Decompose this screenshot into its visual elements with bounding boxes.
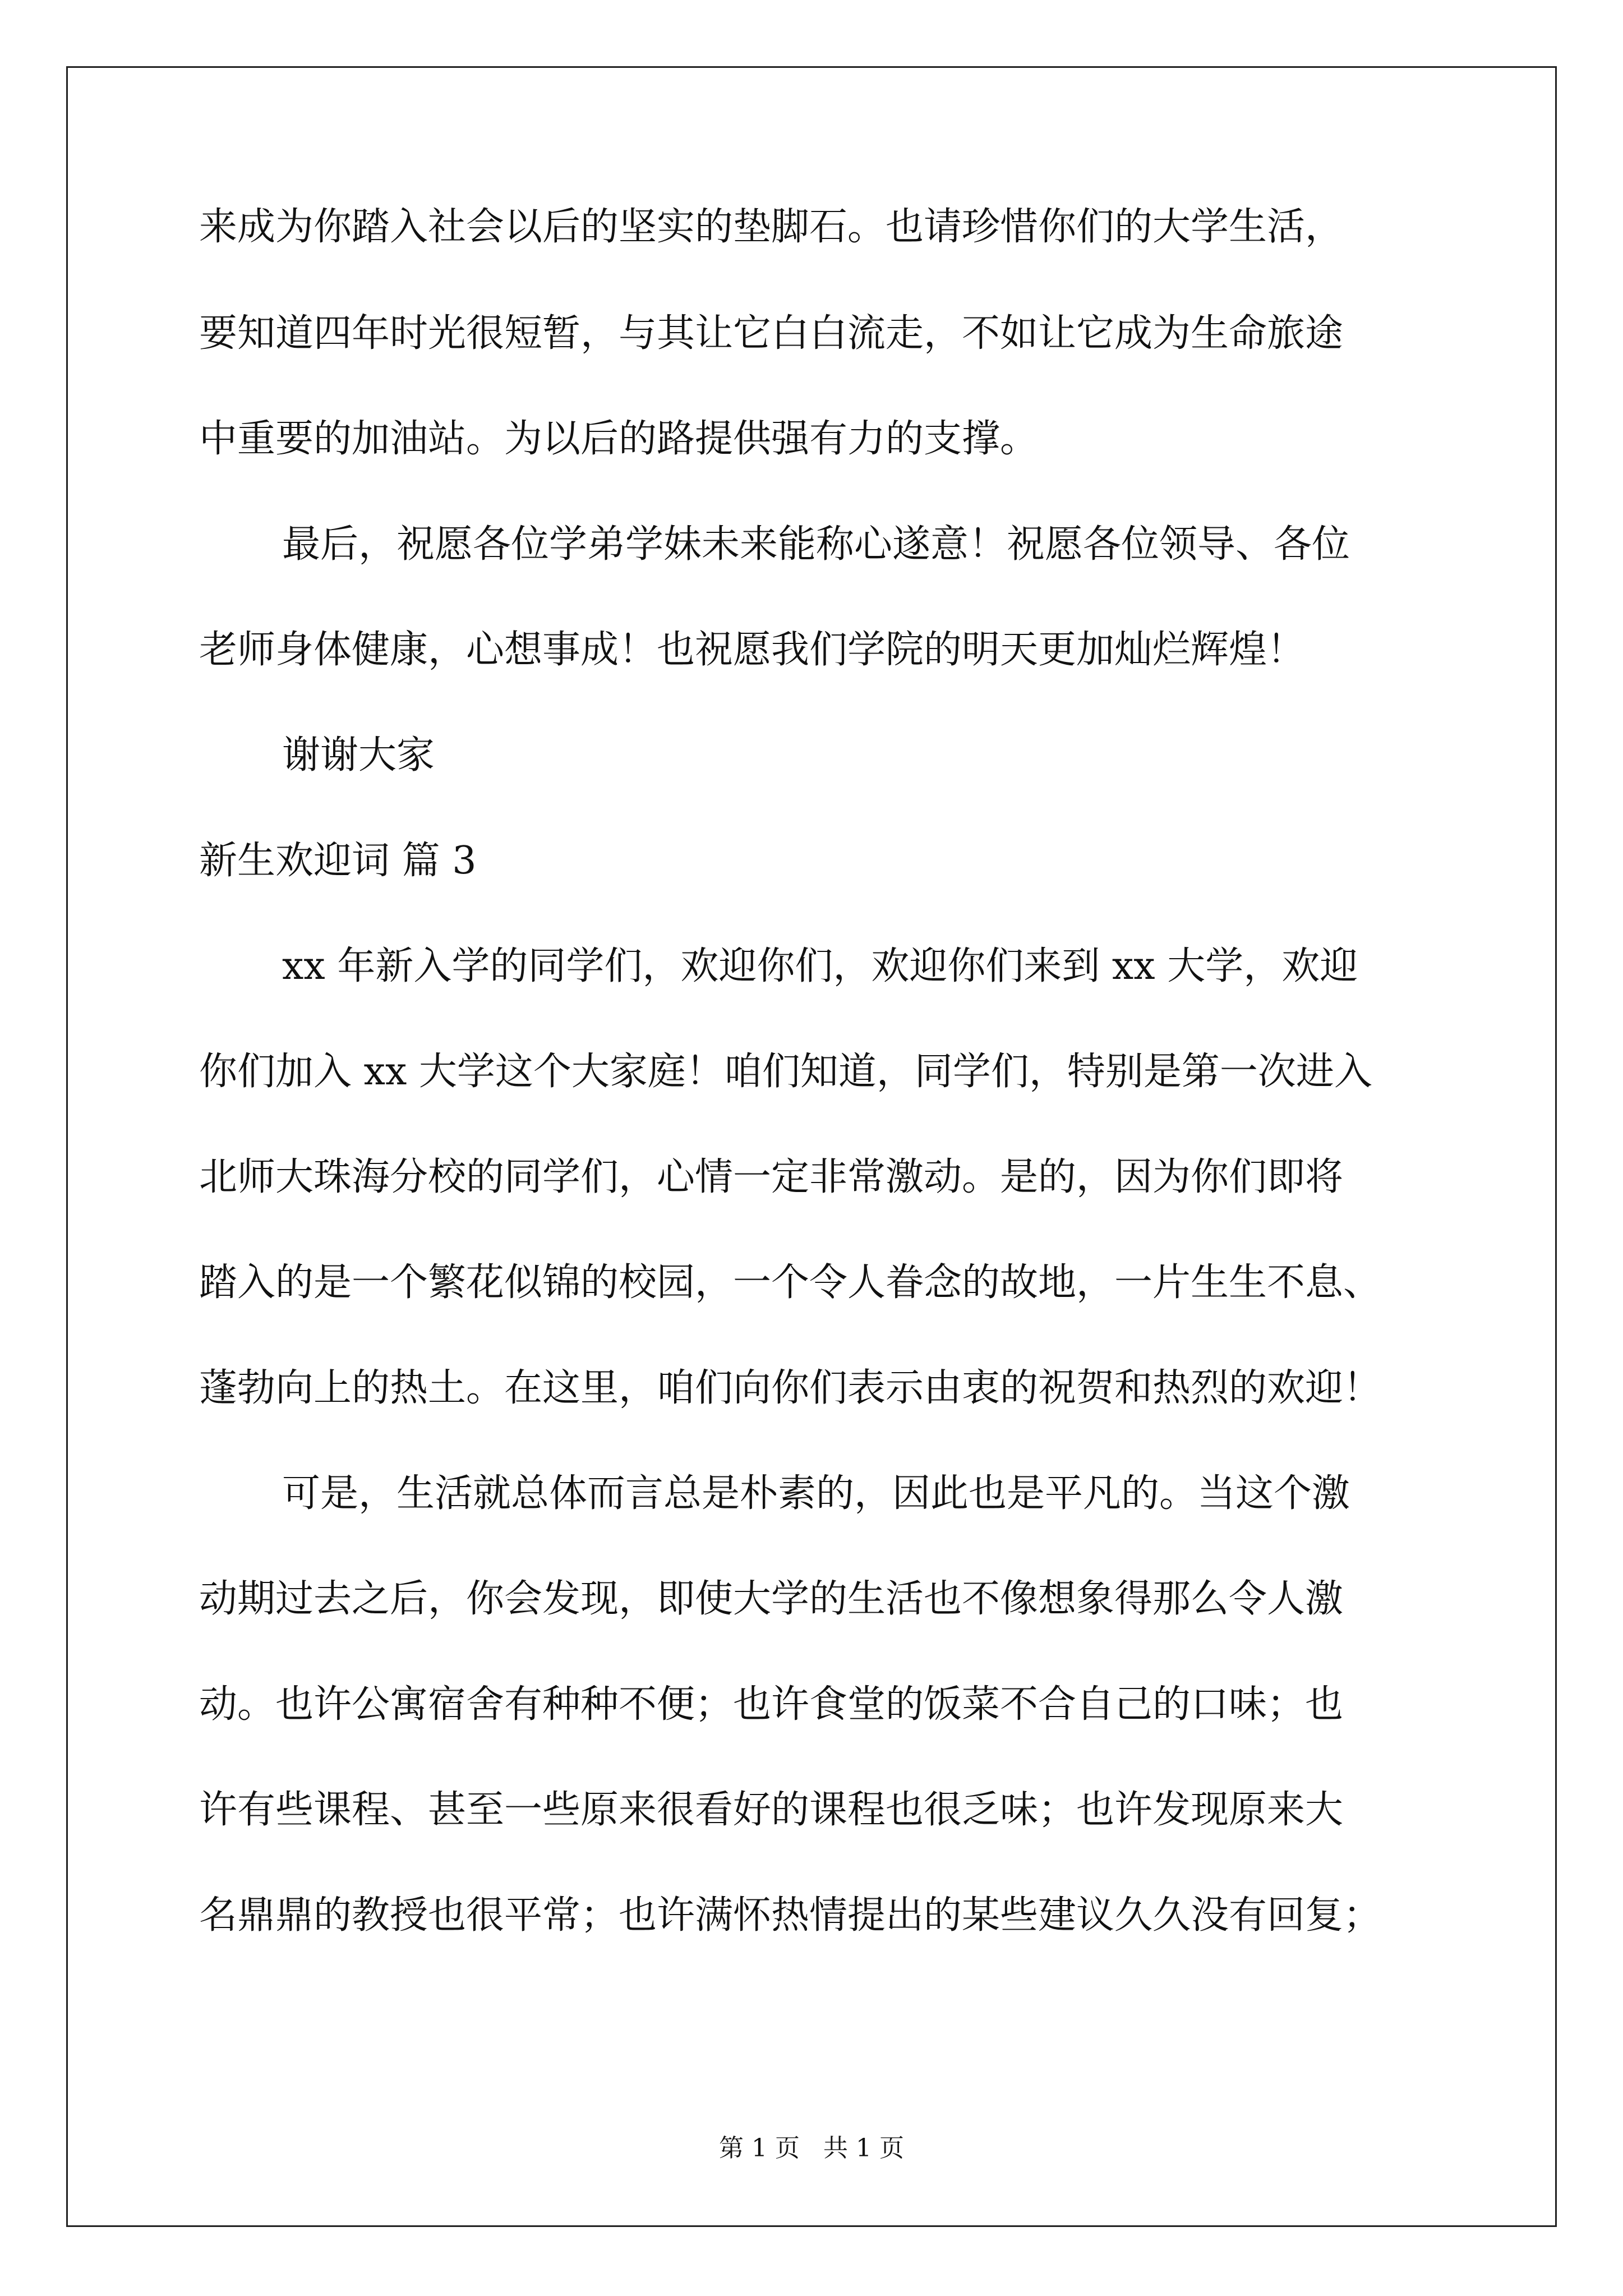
text-line: 名鼎鼎的教授也很平常；也许满怀热情提出的某些建议久久没有回复； [199, 1893, 1382, 1938]
text-line: 最后，祝愿各位学弟学妹未来能称心遂意！祝愿各位领导、各位 [282, 522, 1350, 567]
text-line: 要知道四年时光很短暂，与其让它白白流走，不如让它成为生命旅途 [199, 311, 1344, 356]
page-number-footer: 第 1 页 共 1 页 [719, 2134, 904, 2162]
text-line: 北师大珠海分校的同学们，心情一定非常激动。是的，因为你们即将 [199, 1155, 1344, 1199]
text-line: 可是，生活就总体而言总是朴素的，因此也是平凡的。当这个激 [282, 1471, 1350, 1516]
text-line: 蓬勃向上的热土。在这里，咱们向你们表示由衷的祝贺和热烈的欢迎！ [199, 1366, 1382, 1410]
text-line: 谢谢大家 [282, 733, 435, 777]
text-line: 你们加入 xx 大学这个大家庭！咱们知道，同学们，特别是第一次进入 [199, 1050, 1372, 1094]
text-line: 来成为你踏入社会以后的坚实的垫脚石。也请珍惜你们的大学生活， [199, 205, 1344, 249]
text-line: xx 年新入学的同学们，欢迎你们，欢迎你们来到 xx 大学，欢迎 [282, 944, 1358, 988]
text-line: 中重要的加油站。为以后的路提供强有力的支撑。 [199, 417, 1039, 461]
text-line: 动。也许公寓宿舍有种种不便；也许食堂的饭菜不合自己的口味；也 [199, 1682, 1344, 1727]
text-line: 踏入的是一个繁花似锦的校园，一个令人眷念的故地，一片生生不息、 [199, 1260, 1382, 1305]
text-line: 动期过去之后，你会发现，即使大学的生活也不像想象得那么令人激 [199, 1577, 1344, 1621]
text-line: 许有些课程、甚至一些原来很看好的课程也很乏味；也许发现原来大 [199, 1788, 1344, 1832]
text-line: 老师身体健康，心想事成！也祝愿我们学院的明天更加灿烂辉煌！ [199, 628, 1306, 672]
section-heading: 新生欢迎词 篇 3 [199, 839, 477, 883]
